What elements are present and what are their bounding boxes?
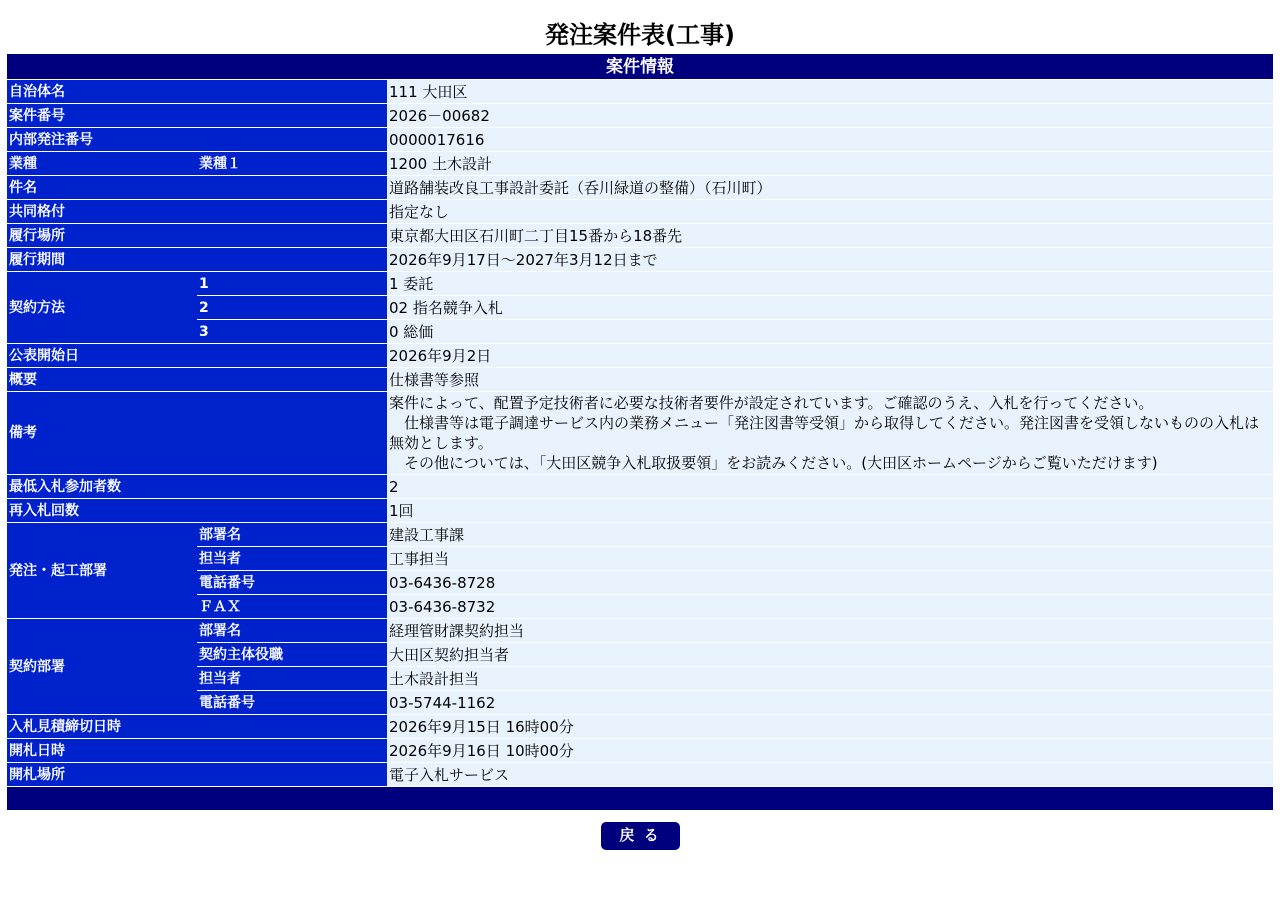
row-label: 最低入札参加者数 [7,475,387,498]
table-row [7,547,1273,570]
table-row [7,368,1273,391]
remarks-line: 仕様書等は電子調達サービス内の業務メニュー「発注図書等受領」から取得してください。発注図書を受領しないものの入札は無効とします。 [389,414,1260,452]
row-label: 開札場所 [7,763,387,786]
row-label: 備考 [7,392,387,474]
row-label: 履行期間 [7,248,387,271]
row-value: 工事担当 [387,547,1273,570]
table-row [7,595,1273,618]
row-value: 03-5744-1162 [387,691,1273,714]
row-value: 建設工事課 [387,523,1273,546]
row-sublabel: 1 [197,272,387,295]
row-sublabel: ＦＡＸ [197,595,387,618]
row-sublabel: 2 [197,296,387,319]
row-value: 02 指名競争入札 [387,296,1273,319]
footer-bar [7,787,1273,810]
row-value: 道路舗装改良工事設計委託（呑川緑道の整備）（石川町） [387,176,1273,199]
row-sublabel: 電話番号 [197,691,387,714]
table-row [7,739,1273,762]
row-label: 概要 [7,368,387,391]
table-row [7,200,1273,223]
row-label: 案件番号 [7,104,387,127]
row-sublabel: 部署名 [197,523,387,546]
row-value: 03-6436-8728 [387,571,1273,594]
table-row [7,392,1273,474]
remarks-line: その他については、「大田区競争入札取扱要領」をお読みください。(大田区ホームページからご覧いただけます) [389,454,1158,472]
table-row [7,571,1273,594]
row-value: 03-6436-8732 [387,595,1273,618]
table-row [7,523,1273,546]
row-value: 2 [387,475,1273,498]
row-label: 共同格付 [7,200,387,223]
table-row [7,224,1273,247]
row-value: 2026年9月16日 10時00分 [387,739,1273,762]
table-row [7,272,1273,295]
table-row [7,176,1273,199]
row-label: 入札見積締切日時 [7,715,387,738]
row-value: 1200 土木設計 [387,152,1273,175]
row-value: 1 委託 [387,272,1273,295]
table-row [7,475,1273,498]
table-row [7,499,1273,522]
page-title: 発注案件表(工事) [545,21,735,49]
table-row [7,763,1273,786]
row-value: 1回 [387,499,1273,522]
table-row [7,128,1273,151]
row-sublabel: 契約主体役職 [197,643,387,666]
table-row [7,344,1273,367]
row-label: 業種 [7,152,197,175]
table-row [7,320,1273,343]
table-row [7,643,1273,666]
row-value: 土木設計担当 [387,667,1273,690]
row-value: 0 総価 [387,320,1273,343]
remarks-value [387,392,1273,474]
case-info-table [7,53,1273,811]
row-value: 経理管財課契約担当 [387,619,1273,642]
row-sublabel: 業種１ [197,152,387,175]
row-value: 大田区契約担当者 [387,643,1273,666]
section-header: 案件情報 [7,54,1273,79]
table-row [7,619,1273,642]
row-label: 開札日時 [7,739,387,762]
back-button[interactable]: 戻 る [601,822,680,850]
table-row [7,248,1273,271]
row-value: 0000017616 [387,128,1273,151]
row-label: 公表開始日 [7,344,387,367]
table-row [7,152,1273,175]
row-value: 仕様書等参照 [387,368,1273,391]
row-label: 契約部署 [7,619,197,714]
row-label: 履行場所 [7,224,387,247]
table-row [7,715,1273,738]
row-value: 電子入札サービス [387,763,1273,786]
row-sublabel: 3 [197,320,387,343]
row-sublabel: 電話番号 [197,571,387,594]
button-row [0,822,1280,850]
section-header-row [7,54,1273,79]
row-value: 指定なし [387,200,1273,223]
footer-bar-row [7,787,1273,810]
remarks-line: 案件によって、配置予定技術者に必要な技術者要件が設定されています。ご確認のうえ、入札を行ってください。 [389,394,1154,412]
row-label: 件名 [7,176,387,199]
table-row [7,80,1273,103]
row-sublabel: 担当者 [197,667,387,690]
row-label: 内部発注番号 [7,128,387,151]
row-sublabel: 部署名 [197,619,387,642]
table-row [7,691,1273,714]
row-value: 2026年9月2日 [387,344,1273,367]
row-value: 2026年9月15日 16時00分 [387,715,1273,738]
row-value: 東京都大田区石川町二丁目15番から18番先 [387,224,1273,247]
row-sublabel: 担当者 [197,547,387,570]
row-label: 自治体名 [7,80,387,103]
row-value: 2026年9月17日～2027年3月12日まで [387,248,1273,271]
table-row [7,667,1273,690]
table-row [7,104,1273,127]
row-value: 111 大田区 [387,80,1273,103]
row-value: 2026－00682 [387,104,1273,127]
table-row [7,296,1273,319]
row-label: 契約方法 [7,272,197,343]
row-label: 発注・起工部署 [7,523,197,618]
row-label: 再入札回数 [7,499,387,522]
